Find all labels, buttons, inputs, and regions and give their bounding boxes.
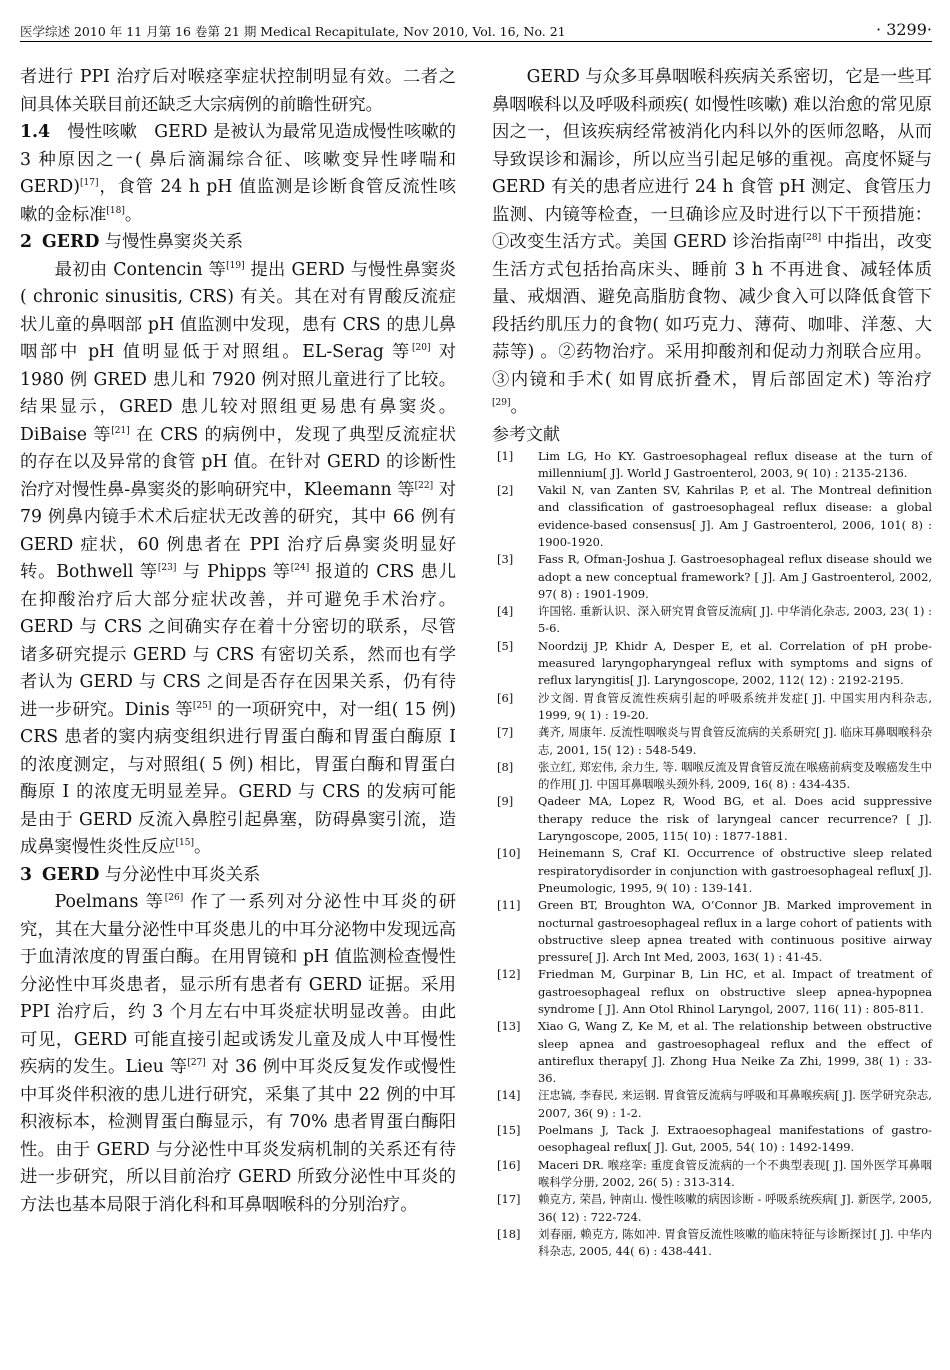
reference-item <box>492 1191 932 1226</box>
reference-number: [17] <box>497 1192 521 1207</box>
reference-number: [12] <box>497 967 521 982</box>
citation: [19] <box>226 260 245 271</box>
citation: [25] <box>192 700 212 711</box>
reference-item <box>492 1226 932 1261</box>
section-number: 2 <box>20 232 33 252</box>
section-number: 3 <box>20 864 33 885</box>
section-2-paragraph <box>20 257 456 862</box>
reference-item <box>492 690 932 725</box>
reference-item <box>492 448 932 483</box>
reference-item <box>492 482 932 551</box>
reference-text: Fass R, Ofman-Joshua J. Gastroesophageal reflux disease should we adopt a new conceptual framework? [ J]. Am J Gastroenterol, 2002, 97( 8) : 1901-1909. <box>538 552 932 601</box>
reference-item <box>492 1087 932 1122</box>
reference-text: 龚齐, 周康年. 反流性咽喉炎与胃食管反流病的关系研究[ J]. 临床耳鼻咽喉科杂志, 2001, 15( 12) : 548-549. <box>538 725 932 757</box>
reference-text: Maceri DR. 喉痉挛: 重度食管反流病的一个不典型表现[ J]. 国外医学耳鼻咽喉科学分册, 2002, 26( 5) : 313-314. <box>538 1157 932 1189</box>
left-column <box>20 64 456 1219</box>
text-run: ，食管 24 h pH 值监测是诊断食管反流性咳嗽的金标准 <box>20 177 456 225</box>
reference-text: 许国铭. 重新认识、深入研究胃食管反流病[ J]. 中华消化杂志, 2003, 23( 1) : 5-6. <box>538 604 932 636</box>
section-number: 1.4 <box>20 122 51 142</box>
reference-text: Xiao G, Wang Z, Ke M, et al. The relationship between obstructive sleep apnea and gastroesophageal reflux and the effect of antireflux therapy[ J]. Zhong Hua Neike Za Zhi, 1999, 38( 1) : 33-36. <box>538 1019 932 1086</box>
reference-text: 张立红, 郑宏伟, 余力生, 等. 咽喉反流及胃食管反流在喉癌前病变及喉癌发生中的作用[ J]. 中国耳鼻咽喉头颈外科, 2009, 16( 8) : 434-435. <box>538 759 932 792</box>
citation: [27] <box>187 1058 206 1069</box>
reference-number: [8] <box>497 759 514 774</box>
reference-text: Heinemann S, Craf KI. Occurrence of obstructive sleep related respiratorydisorder in conjunction with gastroesophageal reflux[ J]. Pneumologic, 1995, 9( 10) : 139-141. <box>538 846 932 895</box>
citation: [23] <box>157 563 177 574</box>
reference-number: [14] <box>497 1088 521 1103</box>
reference-item <box>492 551 932 603</box>
reference-text: 赖克方, 荣昌, 钟南山. 慢性咳嗽的病因诊断 - 呼吸系统疾病[ J]. 新医学, 2005, 36( 12) : 722-724. <box>538 1192 932 1224</box>
reference-text: 沙文阁. 胃食管反流性疾病引起的呼吸系统并发症[ J]. 中国实用内科杂志, 1999, 9( 1) : 19-20. <box>538 690 932 722</box>
reference-item <box>492 1122 932 1157</box>
reference-number: [13] <box>497 1019 521 1034</box>
citation: [28] <box>802 233 822 244</box>
reference-number: [9] <box>497 794 514 809</box>
reference-number: [10] <box>497 846 521 861</box>
reference-text: Qadeer MA, Lopez R, Wood BG, et al. Does acid suppressive therapy reduce the risk of laryngeal cancer recurrence? [ J]. Laryngoscope, 2005, 115( 10) : 1877-1881. <box>538 794 932 844</box>
text-run: 。 <box>124 204 143 225</box>
citation: [18] <box>106 205 125 216</box>
reference-text: Friedman M, Gurpinar B, Lin HC, et al. Impact of treatment of gastroesophageal reflux on obstructive sleep apnea-hypopnea syndrome [ J]. Ann Otol Rhinol Laryngol, 2007, 116( 11) : 805-811. <box>538 967 932 1016</box>
heading-text: 与分泌性中耳炎关系 <box>99 864 261 885</box>
journal-citation: 医学综述 2010 年 11 月第 16 卷第 21 期 Medical Recapitulate, Nov 2010, Vol. 16, No. 21 <box>20 24 566 39</box>
reference-number: [1] <box>497 448 514 463</box>
text-run: 提出 GERD 与慢性鼻窦炎( chronic sinusitis, CRS) 有关。其在对有胃酸反流症状儿童的鼻咽部 pH 值监测中发现，患有 CRS 的患儿鼻咽部中 pH 值明显低于对照组。EL-Serag 等 <box>20 259 456 362</box>
reference-item <box>492 845 932 897</box>
citation: [15] <box>175 838 195 849</box>
reference-item <box>492 759 932 794</box>
reference-text: 汪忠镐, 李春民, 来运钢. 胃食管反流病与呼吸和耳鼻喉疾病[ J]. 医学研究杂志, 2007, 36( 9) : 1-2. <box>538 1088 932 1120</box>
reference-number: [7] <box>497 725 514 740</box>
reference-number: [15] <box>497 1123 521 1138</box>
reference-text: 刘春丽, 赖克方, 陈如冲. 胃食管反流性咳嗽的临床特征与诊断探讨[ J]. 中华内科杂志, 2005, 44( 6) : 438-441. <box>538 1226 932 1259</box>
section-3-paragraph <box>20 889 456 1219</box>
heading-keyword: GERD <box>42 864 100 885</box>
text-run: 。 <box>510 397 528 417</box>
reference-number: [4] <box>497 604 514 619</box>
section-3-heading <box>20 862 456 890</box>
text-run: Poelmans 等 <box>54 892 165 912</box>
citation: [26] <box>164 893 184 904</box>
reference-number: [18] <box>497 1226 521 1241</box>
text-run: 作了一系列对分泌性中耳炎的研究，其在大量分泌性中耳炎患儿的中耳分泌物中发现远高于血清浓度的胃蛋白酶。在用胃镜和 pH 值监测检查慢性分泌性中耳炎患者，显示所有患者有 GERD 证据。采用 PPI 治疗后，约 3 个月左右中耳炎症状明显改善。由此可见，GERD 可能直接引起或诱发儿童及成人中耳慢性疾病的发生。Lieu 等 <box>20 892 456 1077</box>
reference-text: Lim LG, Ho KY. Gastroesophageal reflux disease at the turn of millennium[ J]. World J Gastroenterol, 2003, 9( 10) : 2135-2136. <box>538 448 932 480</box>
section-1-4 <box>20 119 456 229</box>
text-run: 中指出，改变生活方式包括抬高床头、睡前 3 h 不再进食、减轻体质量、戒烟酒、避免高脂肪食物、减少食入可以降低食管下段括约肌压力的食物( 如巧克力、薄荷、咖啡、洋葱、大蒜等) 。②药物治疗。采用抑酸剂和促动力剂联合应用。③内镜和手术( 如胃底折叠术，胃后部固定术) 等治疗 <box>492 232 932 390</box>
running-header <box>20 20 932 42</box>
reference-item <box>492 897 932 966</box>
citation: [22] <box>414 480 434 491</box>
section-2-heading <box>20 229 456 257</box>
page-number: · 3299· <box>876 20 932 39</box>
reference-number: [16] <box>497 1157 521 1172</box>
reference-list <box>492 448 932 1261</box>
reference-text: Noordzij JP, Khidr A, Desper E, et al. Correlation of pH probe-measured laryngopharyngeal reflux with symptoms and signs of reflux laryngitis[ J]. Laryngoscope, 2002, 112( 12) : 2192-2195. <box>538 638 932 688</box>
text-run: 报道的 CRS 患儿在抑酸治疗后大部分症状改善，并可避免手术治疗。GERD 与 CRS 之间确实存在着十分密切的联系，尽管诸多研究提示 GERD 与 CRS 有密切关系，然而也有学者认为 GERD 与 CRS 之间是否存在因果关系，仍有待进一步研究。Dinis 等 <box>20 562 456 720</box>
right-column <box>492 64 932 1260</box>
heading-text: 与慢性鼻窦炎关系 <box>99 232 244 252</box>
reference-item <box>492 793 932 845</box>
text-run: 对 1980 例 GRED 患儿和 7920 例对照儿童进行了比较。结果显示，GRED 患儿较对照组更易患有鼻窦炎。DiBaise 等 <box>20 342 456 445</box>
conclusion-paragraph <box>492 64 932 422</box>
reference-item <box>492 1157 932 1192</box>
citation: [17] <box>80 178 99 189</box>
text-run: 最初由 Contencin 等 <box>54 259 227 280</box>
reference-number: [5] <box>497 638 514 653</box>
citation: [20] <box>412 343 431 354</box>
text-run: GERD 与众多耳鼻咽喉科疾病关系密切，它是一些耳鼻咽喉科以及呼吸科顽疾( 如慢性咳嗽) 难以治愈的常见原因之一，但该疾病经常被消化内科以外的医师忽略，从而导致误诊和漏诊，所以应当引起足够的重视。高度怀疑与 GERD 有关的患者应进行 24 h 食管 pH 测定、食管压力监测、内镜等检查，一旦确诊应及时进行以下干预措施：①改变生活方式。美国 GERD 诊治指南 <box>492 67 932 252</box>
reference-item <box>492 724 932 759</box>
paragraph-intro: 者进行 PPI 治疗后对喉痉挛症状控制明显有效。二者之间具体关联目前还缺乏大宗病例的前瞻性研究。 <box>20 67 456 115</box>
reference-item <box>492 638 932 690</box>
text-run: 。 <box>194 837 212 857</box>
reference-item <box>492 966 932 1018</box>
citation: [21] <box>111 425 130 436</box>
citation: [29] <box>492 398 511 409</box>
heading-keyword: GERD <box>42 232 100 252</box>
reference-number: [2] <box>497 483 514 498</box>
text-run: 对 36 例中耳炎反复发作或慢性中耳炎伴积液的患儿进行研究，采集了其中 22 例的中耳积液标本，检测胃蛋白酶显示，有 70% 患者胃蛋白酶阳性。由于 GERD 与分泌性中耳炎发病机制的关系还有待进一步研究，所以目前治疗 GERD 所致分泌性中耳炎的方法也基本局限于消化科和耳鼻咽喉科的分别治疗。 <box>20 1057 456 1215</box>
text-run: 慢性咳嗽 GERD 是被认为最常见造成慢性咳嗽的 3 种原因之一( 鼻后滴漏综合征、咳嗽变异性哮喘和 GERD) <box>20 122 456 197</box>
text-run: 在 CRS 的病例中，发现了典型反流症状的存在以及异常的食管 pH 值。在针对 GERD 的诊断性治疗对慢性鼻-鼻窦炎的影响研究中，Kleemann 等 <box>20 424 456 500</box>
text-run: 与 Phipps 等 <box>176 562 291 582</box>
reference-number: [3] <box>497 552 514 567</box>
header-rule <box>20 41 932 42</box>
references-heading: 参考文献 <box>492 424 560 445</box>
reference-number: [6] <box>497 690 514 705</box>
reference-text: Green BT, Broughton WA, O’Connor JB. Marked improvement in nocturnal gastroesophageal reflux in a large cohort of patients with obstructive sleep apnea treated with continuous positive airway pressure[ J]. Arch Int Med, 2003, 163( 1) : 41-45. <box>538 898 932 965</box>
reference-item <box>492 1018 932 1087</box>
text-run: 的一项研究中，对一组( 15 例) CRS 患者的窦内病变组织进行胃蛋白酶和胃蛋白酶原 Ⅰ 的浓度测定，与对照组( 5 例) 相比，胃蛋白酶和胃蛋白酶原 Ⅰ 的浓度无明显差异。GERD 与 CRS 的发病可能是由于 GERD 反流入鼻腔引起鼻塞，防碍鼻窦引流，造成鼻窦慢性炎性反应 <box>20 699 456 857</box>
reference-text: Vakil N, van Zanten SV, Kahrilas P, et al. The Montreal definition and classification of gastroesophageal reflux disease: a global evidence-based consensus[ J]. Am J Gastroenterol, 2006, 101( 8) : 1900-1920. <box>538 483 932 549</box>
reference-item <box>492 603 932 638</box>
citation: [24] <box>290 563 310 574</box>
reference-number: [11] <box>497 898 521 913</box>
text-run: 对 79 例鼻内镜手术术后症状无改善的研究，其中 66 例有 GERD 症状，60 例患者在 PPI 治疗后鼻窦炎明显好转。Bothwell 等 <box>20 479 456 582</box>
reference-text: Poelmans J, Tack J. Extraoesophageal manifestations of gastro-oesophageal reflux[ J]. Gut, 2005, 54( 10) : 1492-1499. <box>538 1123 932 1155</box>
